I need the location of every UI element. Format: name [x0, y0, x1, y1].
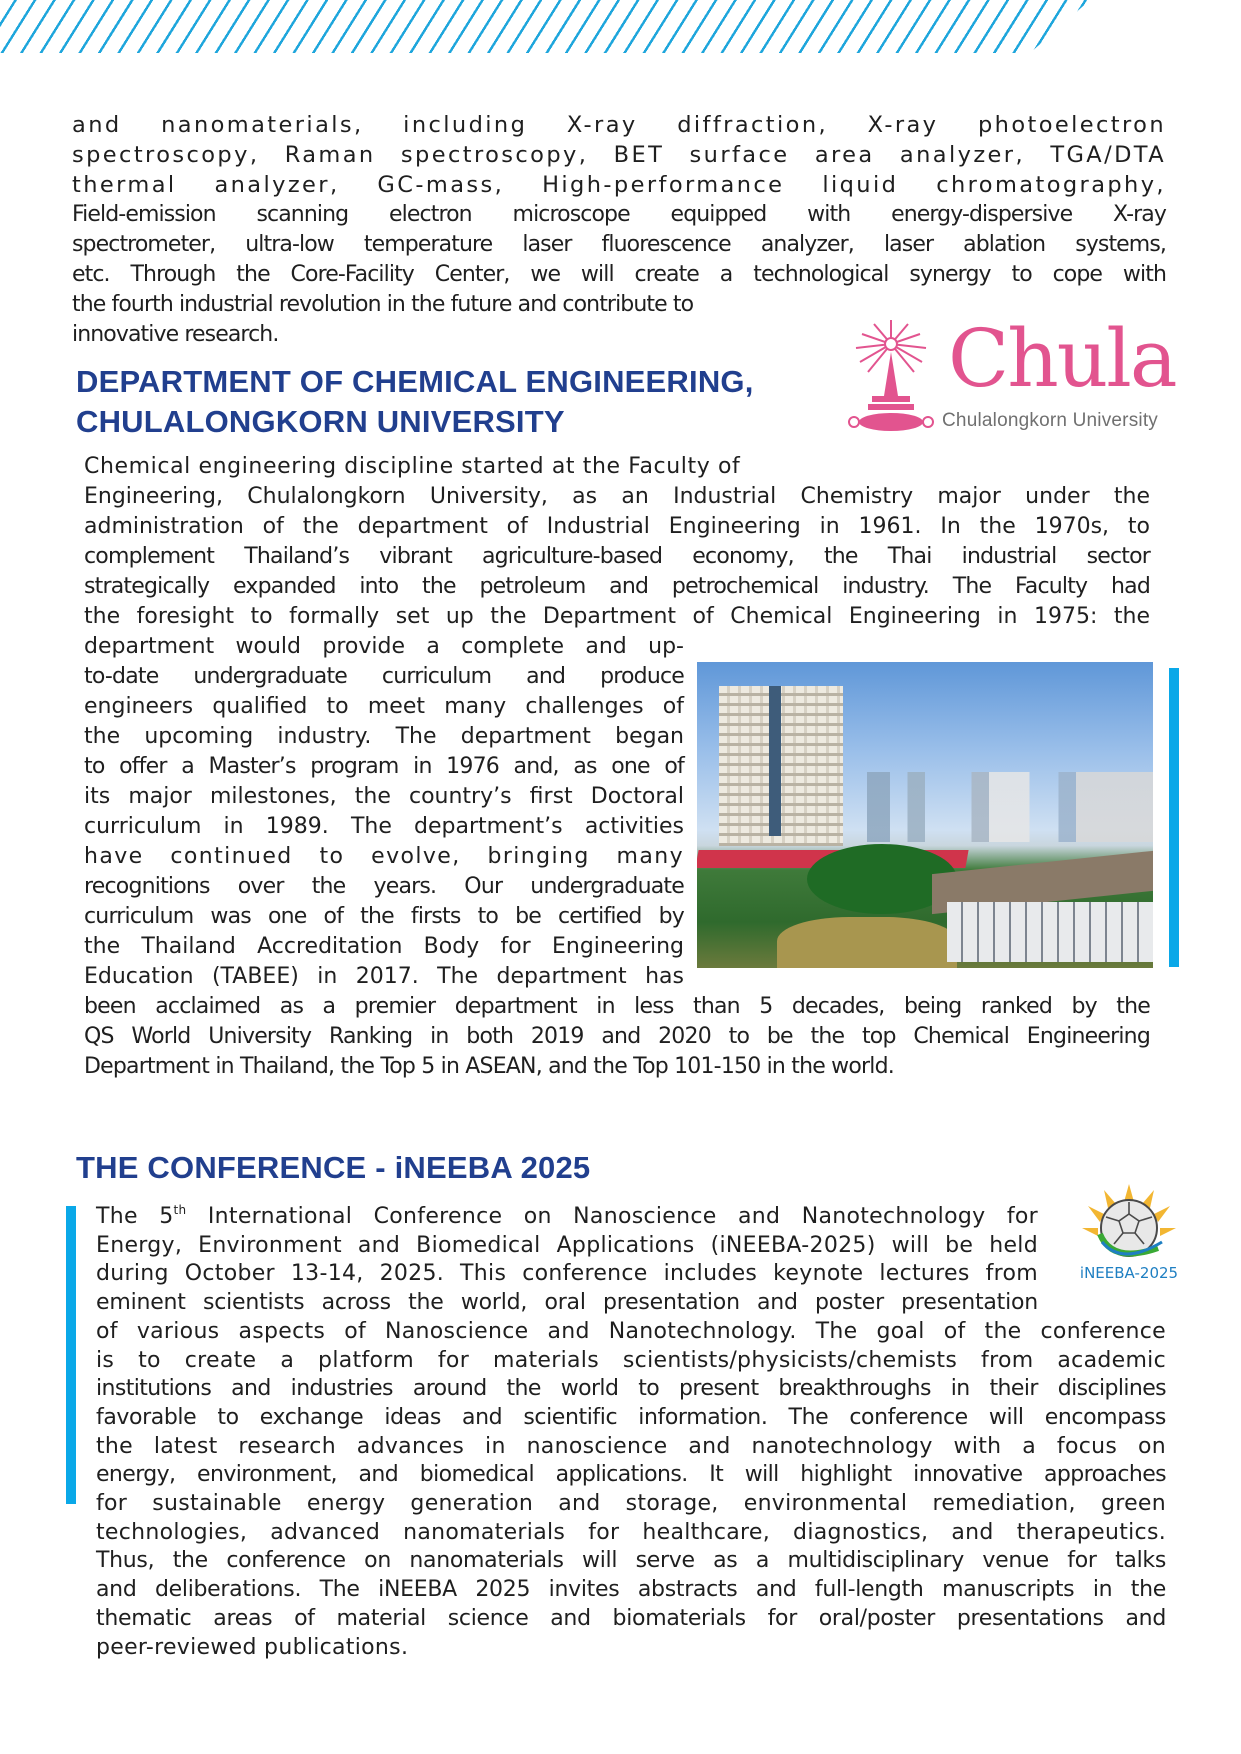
text-line: The 5th International Conference on Nanoscience and Nanotechnology for — [96, 1203, 1038, 1229]
text-line: the upcoming industry. The department began — [84, 724, 684, 749]
text-line: Chemical engineering discipline started at the Faculty of — [84, 454, 741, 479]
chula-emblem-icon — [846, 318, 936, 440]
text-line: for sustainable energy generation and storage, environmental remediation, green — [96, 1491, 1166, 1517]
text-line: the Thailand Accreditation Body for Engineering — [84, 934, 684, 959]
accent-bar — [1169, 668, 1179, 967]
chula-logo — [846, 312, 1176, 440]
text-line: during October 13-14, 2025. This conference includes keynote lectures from — [96, 1261, 1038, 1287]
text-line: been acclaimed as a premier department in less than 5 decades, being ranked by the — [84, 994, 1150, 1019]
text-line: thermal analyzer, GC-mass, High-performance liquid chromatography, — [72, 172, 1166, 198]
text-line: the foresight to formally set up the Department of Chemical Engineering in 1975: the — [84, 604, 1150, 629]
text-line: and nanomaterials, including X-ray diffraction, X-ray photoelectron — [72, 112, 1166, 138]
text-line: eminent scientists across the world, oral presentation and poster presentation — [96, 1290, 1038, 1316]
text-line: innovative research. — [72, 322, 279, 347]
text-line: Thus, the conference on nanomaterials will serve as a multidisciplinary venue for talks — [96, 1548, 1166, 1574]
text-line: have continued to evolve, bringing many — [84, 844, 684, 869]
text-line: department would provide a complete and up- — [84, 634, 684, 659]
chula-subtitle: Chulalongkorn University — [942, 410, 1159, 431]
text-line: strategically expanded into the petroleum and petrochemical industry. The Faculty had — [84, 574, 1150, 599]
text-line: complement Thailand’s vibrant agriculture-based economy, the Thai industrial sector — [84, 544, 1150, 569]
text-line: the fourth industrial revolution in the future and contribute to — [72, 292, 694, 317]
decorative-hatch-band — [0, 0, 1090, 53]
conference-heading: THE CONFERENCE - iNEEBA 2025 — [76, 1150, 591, 1185]
text-line: energy, environment, and biomedical applications. It will highlight innovative approaches — [96, 1462, 1166, 1488]
department-heading-line2: CHULALONGKORN UNIVERSITY — [76, 404, 565, 439]
text-line: of various aspects of Nanoscience and Nanotechnology. The goal of the conference — [96, 1318, 1166, 1344]
text-line: Engineering, Chulalongkorn University, as an Industrial Chemistry major under the — [84, 484, 1150, 509]
text-line: Field-emission scanning electron microscope equipped with energy-dispersive X-ray — [72, 202, 1166, 227]
department-heading — [76, 362, 754, 442]
text-line: Energy, Environment and Biomedical Applications (iNEEBA-2025) will be held — [96, 1232, 1038, 1258]
text-line: administration of the department of Industrial Engineering in 1961. In the 1970s, to — [84, 514, 1150, 539]
text-line: its major milestones, the country’s first Doctoral — [84, 784, 684, 809]
campus-photo — [697, 662, 1153, 968]
conference-paragraph — [96, 1203, 1166, 1662]
text-line: engineers qualified to meet many challenges of — [84, 694, 684, 719]
text-line: spectroscopy, Raman spectroscopy, BET surface area analyzer, TGA/DTA — [72, 142, 1166, 168]
text-line: and deliberations. The iNEEBA 2025 invites abstracts and full-length manuscripts in the — [96, 1577, 1166, 1603]
text-line: institutions and industries around the world to present breakthroughs in their disciplines — [96, 1376, 1166, 1402]
accent-bar — [66, 1206, 76, 1504]
text-line: to offer a Master’s program in 1976 and, as one of — [84, 754, 684, 779]
text-line: to-date undergraduate curriculum and produce — [84, 664, 684, 689]
text-line: spectrometer, ultra-low temperature laser fluorescence analyzer, laser ablation systems, — [72, 232, 1166, 257]
text-line: is to create a platform for materials scientists/physicists/chemists from academic — [96, 1347, 1166, 1373]
ineeba-logo-label: iNEEBA-2025 — [1079, 1264, 1179, 1282]
text-line: curriculum in 1989. The department’s activities — [84, 814, 684, 839]
text-line: favorable to exchange ideas and scientific information. The conference will encompass — [96, 1404, 1166, 1430]
text-line: QS World University Ranking in both 2019 and 2020 to be the top Chemical Engineering — [84, 1024, 1150, 1049]
text-line: Department in Thailand, the Top 5 in ASEAN, and the Top 101-150 in the world. — [84, 1054, 894, 1079]
text-line: curriculum was one of the firsts to be certified by — [84, 904, 684, 929]
text-line: recognitions over the years. Our undergraduate — [84, 874, 684, 899]
chula-wordmark: Chula — [948, 312, 1176, 405]
text-line: technologies, advanced nanomaterials for healthcare, diagnostics, and therapeutics. — [96, 1519, 1166, 1545]
department-heading-line1: DEPARTMENT OF CHEMICAL ENGINEERING, — [76, 364, 754, 399]
text-line: etc. Through the Core-Facility Center, we will create a technological synergy to cope with — [72, 262, 1166, 287]
text-line: peer-reviewed publications. — [96, 1634, 409, 1660]
text-line: the latest research advances in nanoscience and nanotechnology with a focus on — [96, 1433, 1166, 1459]
text-line: thematic areas of material science and biomaterials for oral/poster presentations and — [96, 1605, 1166, 1631]
text-line: Education (TABEE) in 2017. The department has — [84, 964, 684, 989]
